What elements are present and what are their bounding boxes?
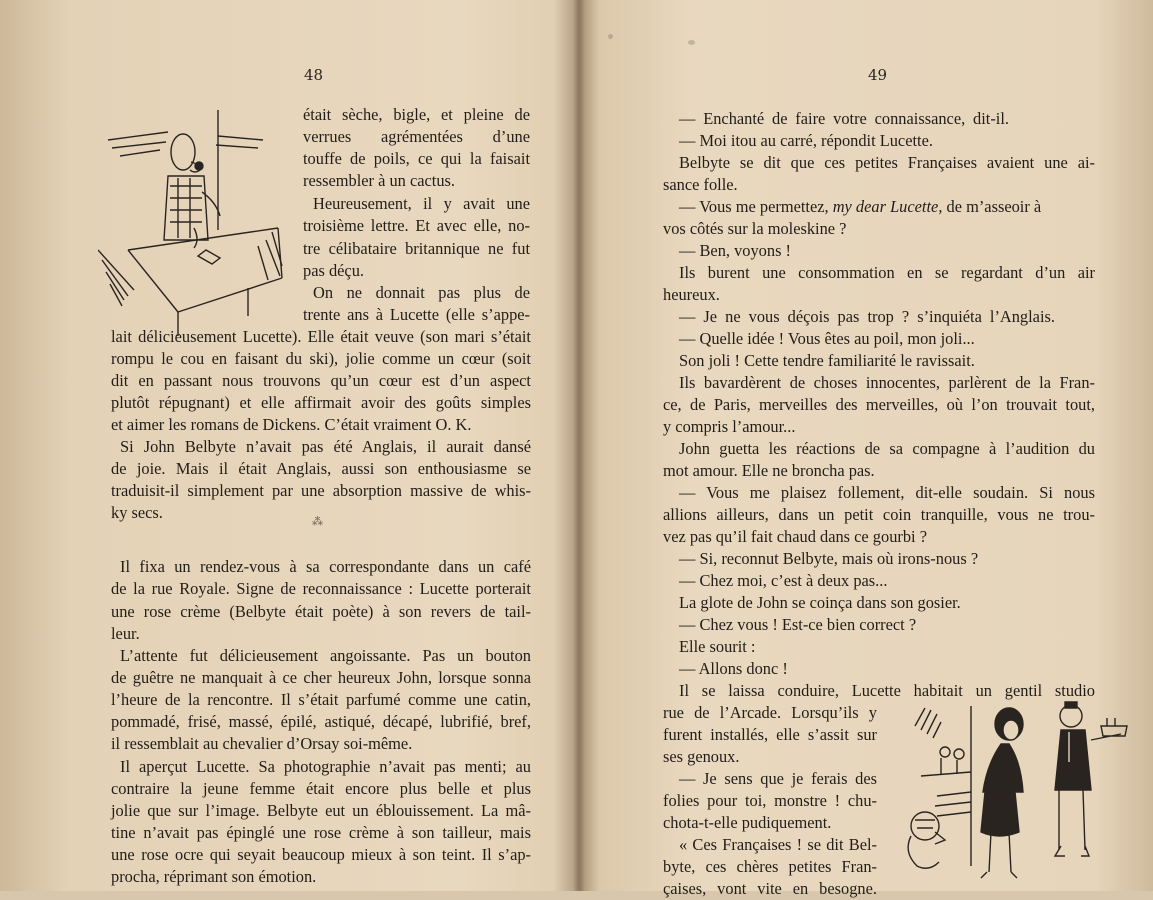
text-line: La glote de John se coinça dans son gosier. — [679, 593, 961, 612]
text-line: — Ben, voyons ! — [679, 241, 791, 260]
text-line — [679, 196, 1111, 218]
text-line: lait délicieusement Lucette). Elle était veuve (son mari s’était — [111, 327, 531, 346]
text-line: tre célibataire britannique ne fut — [303, 239, 530, 258]
text-line: de guêtre ne manquait à ce cher heureux John, lorsque sonna — [111, 668, 531, 687]
text-line: et aimer les romans de Dickens. C’était vraiment O. K. — [111, 415, 472, 434]
text-line: byte, ces chères petites Fran- — [663, 857, 877, 876]
text-line: jolie que sur l’image. Belbyte eut un éblouissement. La mâ- — [111, 801, 531, 820]
text-line: — Allons donc ! — [679, 659, 788, 678]
left-page — [0, 0, 580, 891]
text-segment: — Vous me permettez, — [679, 197, 833, 216]
text-line: vez pas qu’il fait chaud dans ce gourbi ? — [663, 527, 927, 546]
text-line: traduisit-il simplement par une absorption massive de whis- — [111, 481, 531, 500]
text-line: était sèche, bigle, et pleine de — [303, 105, 530, 124]
text-line: ressembler à un cactus. — [303, 171, 456, 190]
text-line: ses genoux. — [663, 747, 740, 766]
text-line: heureux. — [663, 285, 720, 304]
text-line: — Chez moi, c’est à deux pas... — [679, 571, 888, 590]
text-line: pommadé, frisé, massé, épilé, astiqué, décapé, lubrifié, bref, — [111, 712, 531, 731]
section-ornament: ⁂ — [312, 515, 323, 528]
text-line: chota-t-elle pudiquement. — [663, 813, 832, 832]
text-line: L’attente fut délicieusement angoissante. Pas un bouton — [120, 646, 531, 665]
text-line: mot amour. Elle ne broncha pas. — [663, 461, 875, 480]
text-line: de la rue Royale. Signe de reconnaissance : Lucette porterait — [111, 579, 531, 598]
text-line: Ils bavardèrent de choses innocentes, parlèrent de la Fran- — [679, 373, 1095, 392]
text-line: çaises, vont vite en besogne. — [663, 879, 877, 898]
text-line: — Je ne vous déçois pas trop ? s’inquiéta l’Anglais. — [679, 307, 1055, 326]
text-line: — Vous me plaisez follement, dit-elle soudain. Si nous — [679, 483, 1095, 502]
page-number: 49 — [868, 66, 888, 84]
text-line: une rose ocre qui seyait beaucoup mieux à son teint. Il s’ap- — [111, 845, 531, 864]
text-line: Si John Belbyte n’avait pas été Anglais, il aurait dansé — [120, 437, 531, 456]
text-line: — Je sens que je ferais des — [679, 769, 877, 788]
text-line: Il se laissa conduire, Lucette habitait un gentil studio — [679, 681, 1095, 700]
text-line: allions ailleurs, dans un petit coin tranquille, vous ne trou- — [663, 505, 1095, 524]
page-number: 48 — [304, 66, 324, 84]
text-line: — Enchanté de faire votre connaissance, dit-il. — [679, 109, 1009, 128]
text-line: une rose crème (Belbyte était poète) à son revers de tail- — [111, 602, 531, 621]
text-line: rue de l’Arcade. Lorsqu’ils y — [663, 703, 877, 722]
text-line: furent installés, elle s’assit sur — [663, 725, 877, 744]
text-line: — Si, reconnut Belbyte, mais où irons-nous ? — [679, 549, 979, 568]
text-line: Belbyte se dit que ces petites Françaises avaient une ai- — [679, 153, 1095, 172]
text-line: Elle sourit : — [679, 637, 756, 656]
text-line: verrues agrémentées d’une — [303, 127, 530, 146]
english-phrase: my dear Lucette, — [832, 197, 943, 216]
text-line: Heureusement, il y avait une — [313, 194, 530, 213]
illustration-man-at-cafe-table — [98, 100, 298, 340]
text-line: folies pour toi, monstre ! chu- — [663, 791, 877, 810]
text-line: tine n’avait pas épinglé une rose crème à son tailleur, mais — [111, 823, 531, 842]
text-line: Ils burent une consommation en se regardant d’un air — [679, 263, 1095, 282]
text-line: ky secs. — [111, 503, 163, 522]
text-line: rompu le cou en faisant du ski), jolie comme un cœur (soit — [111, 349, 531, 368]
text-line: vos côtés sur la moleskine ? — [663, 219, 847, 238]
text-line: Il aperçut Lucette. Sa photographie n’avait pas menti; au — [120, 757, 531, 776]
text-line: — Moi itou au carré, répondit Lucette. — [679, 131, 933, 150]
text-line: — Chez vous ! Est-ce bien correct ? — [679, 615, 917, 634]
text-line: l’heure de la rencontre. Il s’était parfumé comme une catin, — [111, 690, 531, 709]
text-line: « Ces Françaises ! se dit Bel- — [679, 835, 877, 854]
text-line: — Quelle idée ! Vous êtes au poil, mon joli... — [679, 329, 975, 348]
text-line: y compris l’amour... — [663, 417, 796, 436]
text-line: John guetta les réactions de sa compagne à l’audition du — [679, 439, 1095, 458]
text-line: de joie. Mais il était Anglais, aussi son enthousiasme se — [111, 459, 531, 478]
text-line: il ressemblait au chevalier d’Orsay soi-même. — [111, 734, 413, 753]
text-line: sance folle. — [663, 175, 738, 194]
text-line: Il fixa un rendez-vous à sa correspondante dans un café — [120, 557, 531, 576]
illustration-couple-and-waiter — [901, 696, 1143, 891]
text-line: contraire la jeune femme était encore plus belle et plus — [111, 779, 531, 798]
text-line: touffe de poils, ce qui la faisait — [303, 149, 530, 168]
text-segment: de m’asseoir à — [942, 197, 1042, 216]
text-line: troisième lettre. Et avec elle, no- — [303, 216, 530, 235]
right-page — [583, 0, 1153, 898]
text-line: ce, de Paris, merveilles des merveilles, où l’on trouvait tout, — [663, 395, 1095, 414]
text-line: plutôt répugnant) et elle affirmait avoir des goûts simples — [111, 393, 531, 412]
text-line: procha, réprimant son émotion. — [111, 867, 317, 886]
text-line: leur. — [111, 624, 140, 643]
text-line: Son joli ! Cette tendre familiarité le ravissait. — [679, 351, 975, 370]
text-line: pas déçu. — [303, 261, 364, 280]
text-line: On ne donnait pas plus de — [313, 283, 530, 302]
text-line: dit en passant nous trouvons qu’un cœur est d’un aspect — [111, 371, 531, 390]
text-line: trente ans à Lucette (elle s’appe- — [303, 305, 530, 324]
